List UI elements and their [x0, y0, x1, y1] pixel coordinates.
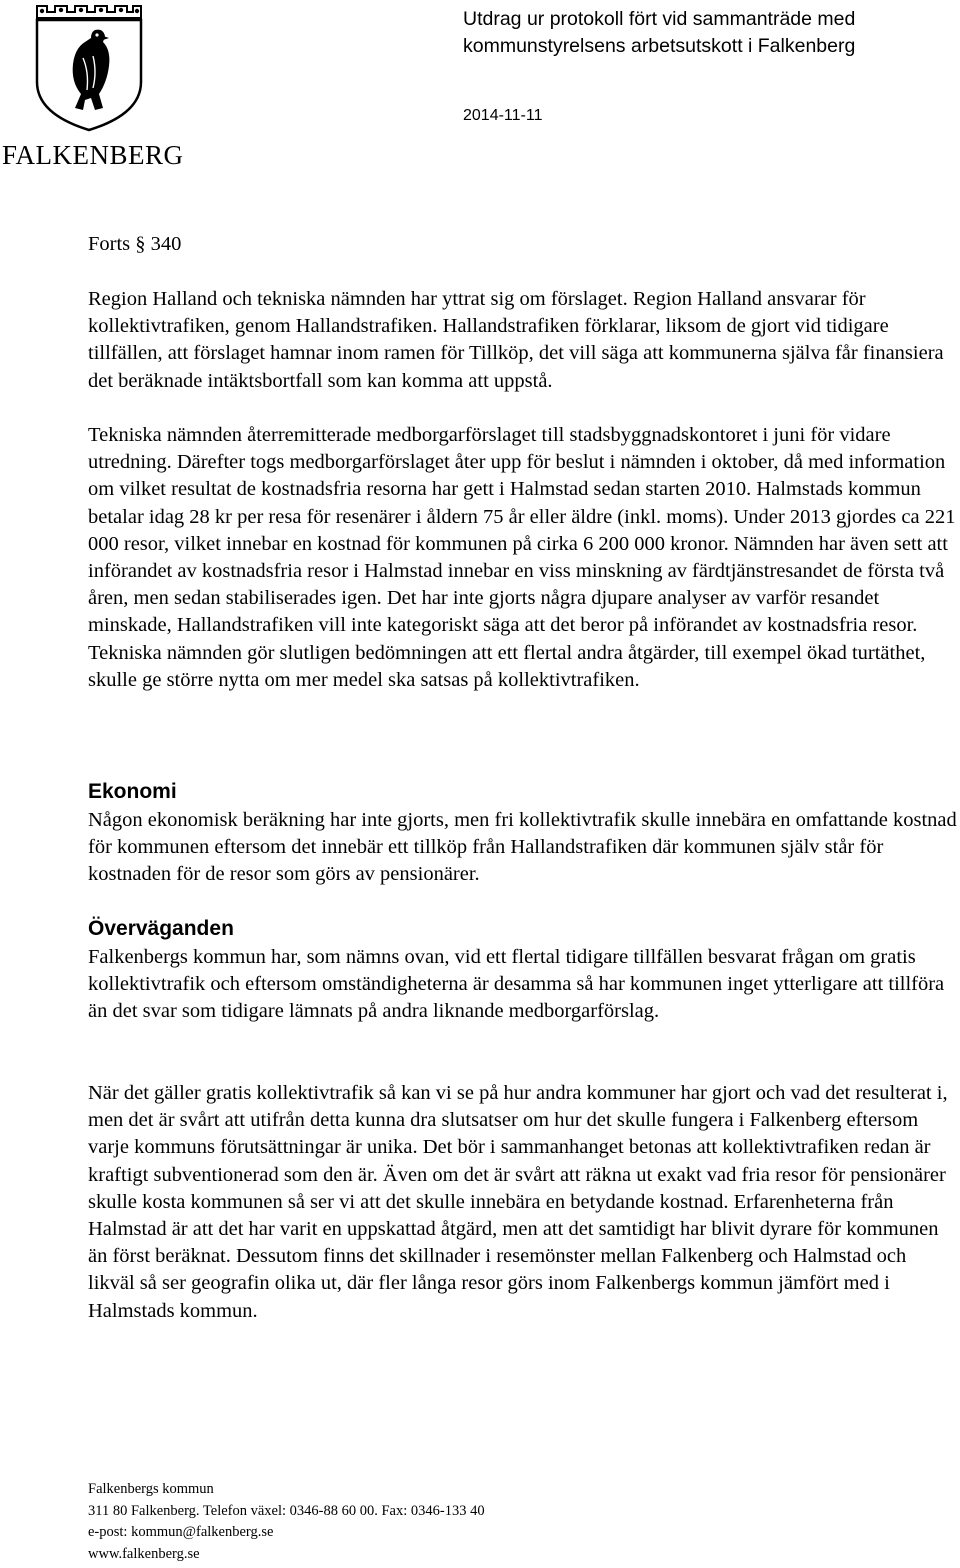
- protocol-title-line2: kommunstyrelsens arbetsutskott i Falkenberg: [463, 35, 856, 57]
- heading-ekonomi: Ekonomi: [88, 780, 177, 803]
- protocol-title-line1: Utdrag ur protokoll fört vid sammanträde med: [463, 8, 856, 30]
- footer-org: Falkenbergs kommun: [88, 1481, 214, 1497]
- footer: [88, 1479, 485, 1565]
- paragraph-overvagande-1: Falkenbergs kommun har, som nämns ovan, vid ett flertal tidigare tillfällen besvarat frågan om gratis kollektivtrafik och eftersom omständigheterna är desamma så har kommunen inget ytterligare att tillföra än det svar som tidigare lämnats på andra liknande medborgarförslag.: [88, 946, 945, 1023]
- coat-of-arms-icon: [33, 2, 145, 132]
- section-symbol: §: [135, 233, 146, 255]
- section-number: 340: [150, 233, 182, 255]
- paragraph-tekniska-namnden: Tekniska nämnden återremitterade medborgarförslaget till stadsbyggnadskontoret i juni för vidare utredning. Därefter togs medborgarförslaget åter upp för beslut i nämnden i oktober, då med information om vilket resultat de kostnadsfria resorna har gett i Halmstad sedan starten 2010. Halmstads kommun betalar idag 28 kr per resa för resenärer i åldern 75 år eller äldre (inkl. moms). Under 2013 gjordes ca 221 000 resor, vilket innebar en kostnad för kommunen på cirka 6 200 000 kronor. Nämnden har även sett att införandet av kostnadsfria resor i Halmstad innebar en viss minskning av färdtjänstresandet de första två åren, men sedan stabiliserades igen. Det har inte gjorts några djupare analyser av varför resandet minskade, Hallandstrafiken vill inte kategoriskt säga att det beror på införandet av kostnadsfria resor. Tekniska nämnden gör slutligen bedömningen att ett flertal andra åtgärder, till exempel ökad turtäthet, skulle ge större nytta om mer medel ska satsas på kollektivtrafiken.: [88, 424, 956, 691]
- paragraph-region-halland: Region Halland och tekniska nämnden har yttrat sig om förslaget. Region Halland ansvarar för kollektivtrafiken, genom Hallandstrafiken. Hallandstrafiken förklarar, liksom de gjort vid tidigare tillfällen, att förslaget hamnar inom ramen för Tillköp, det vill säga att kommunerna själva får finansiera det beräknade intäktsbortfall som kan komma att uppstå.: [88, 288, 944, 392]
- protocol-title: [463, 6, 855, 60]
- logo-wordmark: FALKENBERG: [2, 140, 184, 170]
- heading-overvagande: Överväganden: [88, 917, 234, 940]
- paragraph-overvagande-2: När det gäller gratis kollektivtrafik så kan vi se på hur andra kommuner har gjort och vad det resulterat i, men det är svårt att utifrån detta kunna dra slutsatser om hur det skulle fungera i Falkenberg eftersom varje kommuns förutsättningar är unika. Det bör i sammanhanget betonas att kollektivtrafiken redan är kraftigt subventionerad som den är. Även om det är svårt att räkna ut exakt vad fria resor för pensionärer skulle kosta kommunen så ser vi att det skulle innebära en betydande kostnad. Erfarenheterna från Halmstad är att det har varit en uppskattad åtgärd, men att det samtidigt har blivit dyrare för kommunen än först beräknat. Dessutom finns det skillnader i resemönster mellan Falkenberg och Halmstad och likväl så ser geografin olika ut, där fler långa resor görs inom Falkenbergs kommun jämfört med i Halmstads kommun.: [88, 1082, 948, 1322]
- falkenberg-logo: [0, 0, 184, 180]
- footer-email: e-post: kommun@falkenberg.se: [88, 1524, 274, 1540]
- footer-address: 311 80 Falkenberg. Telefon växel: 0346-88 60 00. Fax: 0346-133 40: [88, 1502, 485, 1519]
- footer-web: www.falkenberg.se: [88, 1545, 200, 1562]
- section-reference: [88, 231, 181, 258]
- protocol-date: 2014-11-11: [463, 107, 543, 124]
- paragraph-ekonomi: Någon ekonomisk beräkning har inte gjorts, men fri kollektivtrafik skulle innebära en omfattande kostnad för kommunen eftersom det innebär ett tillköp från Hallandstrafiken där kommunen själv står för kostnaden för de resor som görs av pensionärer.: [88, 809, 957, 886]
- forts-label: Forts: [88, 233, 131, 255]
